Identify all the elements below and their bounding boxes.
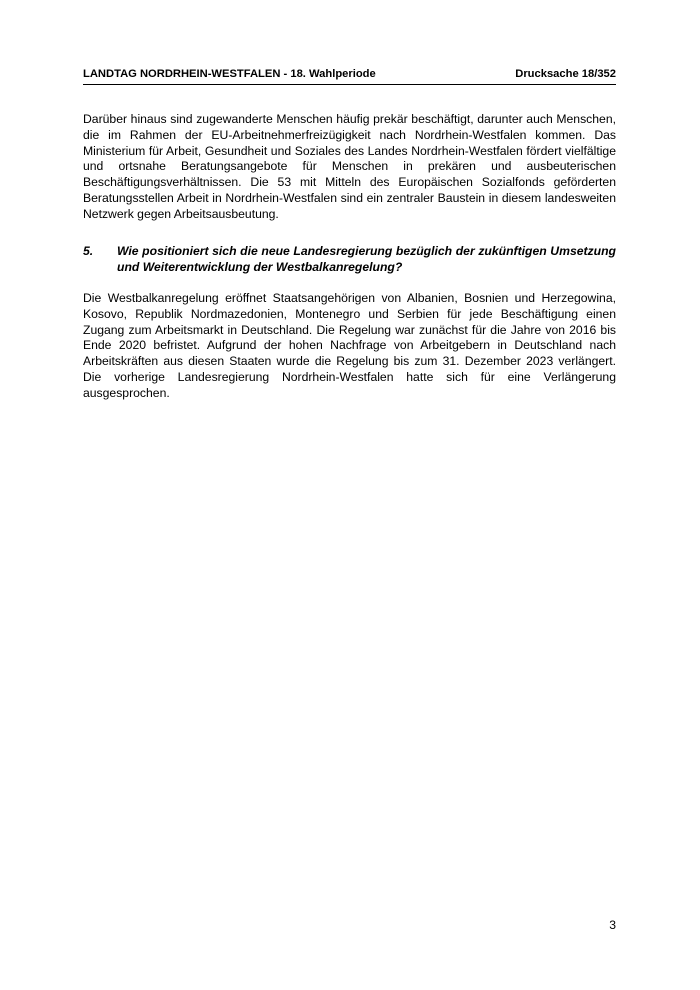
question-5 <box>83 244 616 276</box>
question-text: Wie positioniert sich die neue Landesregierung bezüglich der zukünftigen Umsetzung und Weiterentwicklung der Westbalkanregelung? <box>117 244 616 274</box>
paragraph-prekaere-beschaeftigung: Darüber hinaus sind zugewanderte Menschen häufig prekär beschäftigt, darunter auch Menschen, die im Rahmen der EU-Arbeitnehmerfreizügigkeit nach Nordrhein-Westfalen kommen. Das Ministerium für Arbeit, Gesundheit und Soziales des Landes Nordrhein-Westfalen fördert vielfältige und ortsnahe Beratungsangebote für Menschen in prekären und ausbeuterischen Beschäftigungsverhältnissen. Die 53 mit Mitteln des Europäischen Sozialfonds geförderten Beratungsstellen Arbeit in Nordrhein-Westfalen sind ein zentraler Baustein in diesem landesweiten Netzwerk gegen Arbeitsausbeutung. <box>83 112 616 221</box>
document-number: Drucksache 18/352 <box>515 68 616 80</box>
header-divider <box>83 84 616 85</box>
page-header <box>83 67 616 81</box>
page-number: 3 <box>609 918 616 932</box>
header-title: LANDTAG NORDRHEIN-WESTFALEN - 18. Wahlperiode <box>83 68 376 80</box>
paragraph-westbalkanregelung: Die Westbalkanregelung eröffnet Staatsangehörigen von Albanien, Bosnien und Herzegowina, Kosovo, Republik Nordmazedonien, Montenegro und Serbien für jede Beschäftigung einen Zugang zum Arbeitsmarkt in Deutschland. Die Regelung war zunächst für die Jahre von 2016 bis Ende 2020 befristet. Aufgrund der hohen Nachfrage von Arbeitgebern in Deutschland nach Arbeitskräften aus diesen Staaten wurde die Regelung bis zum 31. Dezember 2023 verlängert. Die vorherige Landesregierung Nordrhein-Westfalen hatte sich für eine Verlängerung ausgesprochen. <box>83 291 616 400</box>
question-number: 5. <box>83 244 94 258</box>
